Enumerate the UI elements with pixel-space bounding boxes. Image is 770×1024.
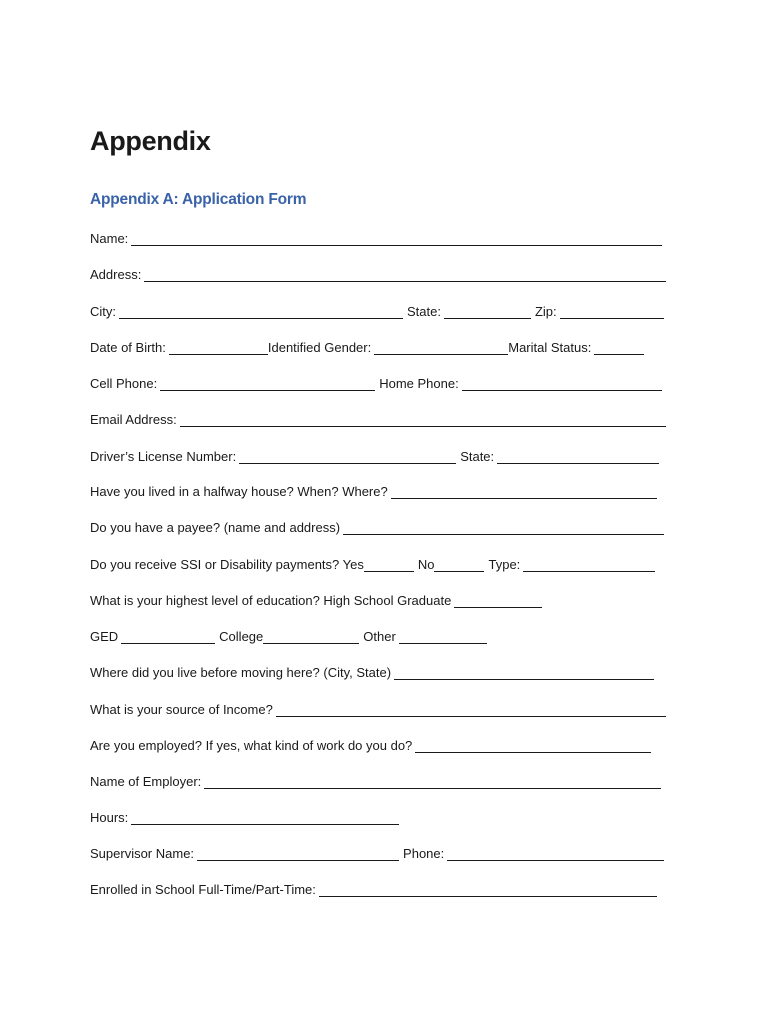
city-row	[90, 303, 664, 321]
employed-field[interactable]	[415, 738, 651, 753]
ssi-row	[90, 556, 655, 574]
city-field[interactable]	[119, 304, 403, 319]
prior-home-field[interactable]	[394, 665, 654, 680]
license-field[interactable]	[239, 449, 456, 464]
school-row	[90, 881, 657, 899]
ssi-label: Do you receive SSI or Disability payments? Yes	[90, 557, 364, 572]
supervisor-field[interactable]	[197, 846, 399, 861]
ssi-type-label: Type:	[488, 557, 521, 572]
email-label: Email Address:	[90, 412, 177, 427]
email-row	[90, 411, 666, 429]
halfway-field[interactable]	[391, 484, 657, 499]
state-field[interactable]	[444, 304, 531, 319]
name-row	[90, 230, 662, 248]
ssi-yes-field[interactable]	[364, 557, 414, 572]
income-label: What is your source of Income?	[90, 702, 273, 717]
city-label: City:	[90, 304, 116, 319]
dob-row	[90, 339, 644, 357]
halfway-label: Have you lived in a halfway house? When? Where?	[90, 484, 388, 499]
email-field[interactable]	[180, 412, 666, 427]
ssi-no-field[interactable]	[434, 557, 484, 572]
license-label: Driver’s License Number:	[90, 449, 237, 464]
supervisor-row	[90, 845, 664, 863]
marital-label: Marital Status:	[508, 340, 592, 355]
page-title: Appendix	[90, 126, 211, 156]
supervisor-phone-field[interactable]	[447, 846, 664, 861]
income-row	[90, 701, 666, 719]
hours-field[interactable]	[131, 810, 399, 825]
halfway-row	[90, 483, 657, 501]
employed-row	[90, 737, 651, 755]
education-label: What is your highest level of education? High School Graduate	[90, 593, 452, 608]
hours-label: Hours:	[90, 810, 129, 825]
marital-field[interactable]	[594, 340, 644, 355]
address-row	[90, 266, 666, 284]
employer-label: Name of Employer:	[90, 774, 202, 789]
zip-field[interactable]	[560, 304, 664, 319]
section-title: Appendix A: Application Form	[90, 191, 307, 208]
ged-field[interactable]	[121, 629, 215, 644]
dob-label: Date of Birth:	[90, 340, 166, 355]
prior-home-label: Where did you live before moving here? (City, State)	[90, 665, 392, 680]
ged-label: GED	[90, 629, 119, 644]
address-field[interactable]	[144, 267, 666, 282]
phone-row	[90, 375, 662, 393]
education-row	[90, 592, 542, 610]
payee-label: Do you have a payee? (name and address)	[90, 520, 341, 535]
dob-field[interactable]	[169, 340, 268, 355]
school-field[interactable]	[319, 882, 657, 897]
zip-label: Zip:	[534, 304, 557, 319]
employed-label: Are you employed? If yes, what kind of work do you do?	[90, 738, 413, 753]
hs-graduate-field[interactable]	[454, 593, 542, 608]
other-label: Other	[363, 629, 396, 644]
address-label: Address:	[90, 267, 142, 282]
college-field[interactable]	[263, 629, 359, 644]
college-label: College	[219, 629, 264, 644]
license-state-label: State:	[460, 449, 495, 464]
cell-label: Cell Phone:	[90, 376, 158, 391]
supervisor-label: Supervisor Name:	[90, 846, 195, 861]
cell-field[interactable]	[160, 376, 375, 391]
employer-row	[90, 773, 661, 791]
license-state-field[interactable]	[497, 449, 659, 464]
prior-home-row	[90, 664, 654, 682]
ged-row	[90, 628, 487, 646]
ssi-type-field[interactable]	[523, 557, 655, 572]
home-label: Home Phone:	[379, 376, 459, 391]
payee-field[interactable]	[343, 520, 664, 535]
gender-label: Identified Gender:	[267, 340, 372, 355]
name-field[interactable]	[131, 231, 662, 246]
home-field[interactable]	[462, 376, 662, 391]
ssi-no-label: No	[417, 557, 435, 572]
gender-field[interactable]	[374, 340, 508, 355]
hours-row	[90, 809, 399, 827]
other-field[interactable]	[399, 629, 487, 644]
license-row	[90, 448, 659, 466]
income-field[interactable]	[276, 702, 666, 717]
name-label: Name:	[90, 231, 129, 246]
payee-row	[90, 519, 664, 537]
supervisor-phone-label: Phone:	[403, 846, 445, 861]
school-label: Enrolled in School Full-Time/Part-Time:	[90, 882, 316, 897]
employer-field[interactable]	[204, 774, 661, 789]
state-label: State:	[407, 304, 441, 319]
